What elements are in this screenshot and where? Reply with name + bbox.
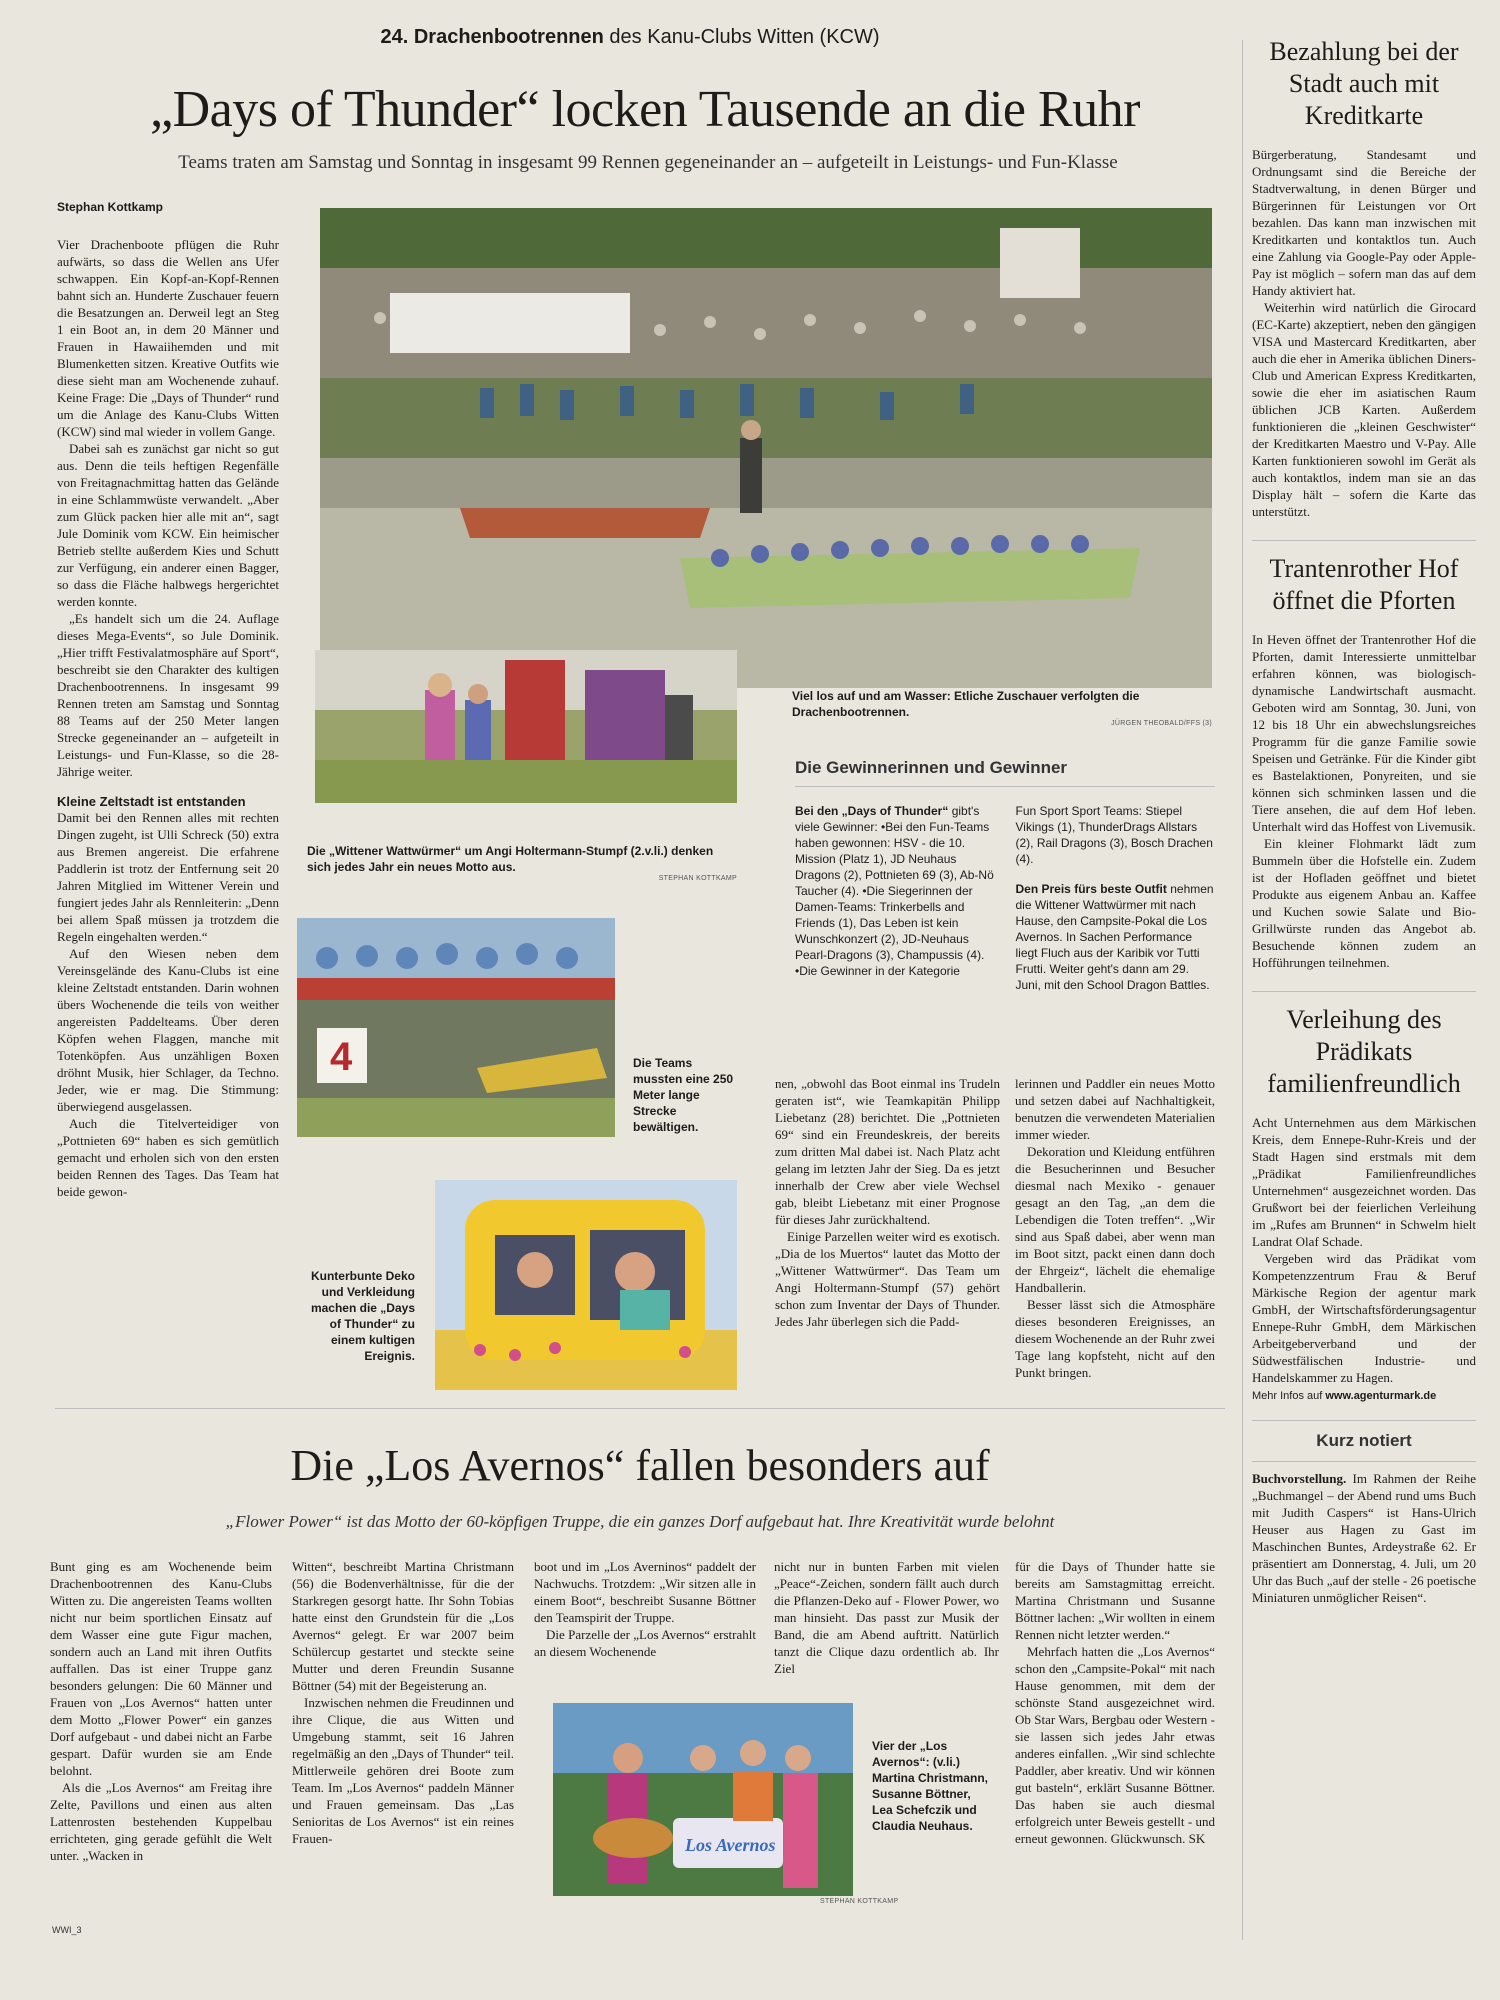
winners-col2: Fun Sport Sport Teams: Stiepel Vikings (1), ThunderDrags Allstars (2), Rail Dragons (3), Bosch Drachen (4). Den Preis fürs beste Outfit nehmen die Wittener Wattwürmer mit nach Hause, den Campsite-Pokal die Los Avernos. In Sachen Performance liegt Fluch aus der Karibik vor Tutti Frutti. Weiter geht's dann am 29. Juni, mit den School Dragon Battles. <box>1015 804 1214 992</box>
second-col2-text: Witten“, beschreibt Martina Christmann (56) die Bodenverhältnisse, für die der Starkregen gesorgt hatte. Ihr Sohn Tobias hatte einst den Grundstein für die „Los Avernos“ gelegt. Er war 2007 beim Schülercup gestartet und steckte seine Mutter und deren Freundin Susanne Böttner (54) mit der Begeisterung an. Inzwischen nehmen die Freudinnen und ihre Clique, die aus Witten und Umgebung stammt, seit 16 Jahren regelmäßig an den „Days of Thunder“ teil. Mittlerweile gehören drei Boote zum Team. Im „Los Avernos“ paddeln Männer und Frauen gemeinsam. Das „Las Senioritas de Los Avernos“ ist ein reines Frauen- <box>292 1559 514 1846</box>
avernos-caption-block <box>872 1738 992 1834</box>
second-subhead: „Flower Power“ ist das Motto der 60-köpfigen Truppe, die ein ganzes Dorf aufgebaut hat. Ihre Kreativität wurde belohnt <box>225 1512 1055 1531</box>
winners-rule <box>795 786 1215 787</box>
second-col5-text: für die Days of Thunder hatte sie bereits am Samstagmittag erreicht. Martina Christmann und Susanne Böttner lachen: „Wir wollten in einem Rennen nicht letzter werden.“ Mehrfach hatten die „Los Avernos“ schon den „Campsite-Pokal“ mit nach Hause genommen, mit dem der schönste Stand ausgezeichnet wird. Ob Star Wars, Bergbau oder Western - sie lassen sich jedes Jahr etwas anderes einfallen. „Wir sind schlechte Paddler, aber kreativ. Und wir können gut basteln“, erklärt Susanne Böttner. Das haben sie auch diesmal erfolgreich unter Beweis gestellt - und erneut gewonnen. Glückwunsch. SK <box>1015 1559 1215 1846</box>
caption-main-photo: Viel los auf und am Wasser: Etliche Zuschauer verfolgten die Drachenbootrennen. <box>792 689 1140 719</box>
sidebar-rule-4 <box>1252 1461 1476 1462</box>
avernos-sign-text: Los Avernos <box>685 1835 776 1855</box>
sidebar-divider <box>1242 40 1243 1940</box>
caption-wattwuermer: Die „Wittener Wattwürmer“ um Angi Holtermann-Stumpf (2.v.li.) denken sich jedes Jahr ein neues Motto aus. <box>307 844 714 874</box>
credit-avernos: STEPHAN KOTTKAMP <box>820 1898 899 1905</box>
second-col1-text: Bunt ging es am Wochenende beim Drachenbootrennen des Kanu-Clubs Witten zu. Die angereisten Teams wollten nicht nur beim sportlichen Einsatz auf dem Wasser eine gute Figur machen, sondern auch an Land mit ihren Outfits auffallen. Das ist einer Truppe ganz besonders gelungen: Die 60 Männer und Frauen von „Los Avernos“ hatten unter dem Motto „Flower Power“ ein ganzes Dorf aufgebaut - und dabei nicht an Farbe gespart. Dafür wurden sie am Ende belohnt. Als die „Los Avernos“ am Freitag ihre Zelte, Pavillons und einen aus alten Lattenrosten bestehenden Kuppelbau errichteten, ging gerade gefühlt die Welt unter. „Wacken in <box>50 1559 272 1863</box>
caption-avernos: Vier der „Los Avernos“: (v.li.) Martina Christmann, Susanne Böttner, Lea Schefczik und Claudia Neuhaus. <box>872 1739 989 1833</box>
sidebar-headline-kreditkarte: Bezahlung bei der Stadt auch mit Kreditkarte <box>1269 37 1459 130</box>
second-col4-text: nicht nur in bunten Farben mit vielen „Peace“-Zeichen, sondern fällt auch durch die Pflanzen-Deko auf - Flower Power, wo man hinsieht. Das passt zur Musik der Band, die am Abend auftritt. Natürlich tanzt die Clique dazu ordentlich ab. Ihr Ziel <box>774 1559 999 1676</box>
sidebar-rule-2 <box>1252 991 1476 992</box>
photo-colorful-van <box>435 1180 737 1390</box>
main-col3-text: nen, „obwohl das Boot einmal ins Trudeln geraten ist“, wie Teamkapitän Philipp Liebetanz (28) berichtet. Die „Pottnieten 69“ sind ein Freundeskreis, der bereits zum dritten Mal dabei ist. Nach Platz acht gelang im letzten Jahr der Sieg. Da es jetzt innerhalb der Crew aber viele Wechsel gab, bleibt Liebetanz mit einer Prognose für dieses Jahr zurückhaltend. Einige Parzellen weiter wird es exotisch. „Dia de los Muertos“ lautet das Motto der „Wittener Wattwürmer“. Das Team um Angi Holtermann-Stumpf (57) gehört schon zum Inventar der Days of Thunder. Jedes Jahr überlegen sich die Padd- <box>775 1076 1000 1329</box>
sidebar-headline-trantenrother: Trantenrother Hof öffnet die Pforten <box>1269 554 1459 615</box>
caption-deko: Kunterbunte Deko und Verkleidung machen die „Days of Thunder“ zu einem kultigen Ereignis. <box>310 1269 415 1363</box>
boat-number-text: 4 <box>330 1035 353 1079</box>
winners-box <box>795 758 1215 993</box>
page-code: WWI_3 <box>52 1925 82 1935</box>
photo-dragon-boat-race <box>320 208 1212 688</box>
main-headline: „Days of Thunder“ locken Tausende an die Ruhr <box>150 81 1140 138</box>
main-col4-text: lerinnen und Paddler ein neues Motto und setzen dabei auf Nachhaltigkeit, benutzen die verwendeten Materialien immer wieder. Dekoration und Kleidung entführen die Besucherinnen und Besucher diesmal nach Mexiko - genauer gesagt an den Tag, „an dem die Lebendigen die Toten treffen“. „Wir sind aus Spaß dabei, aber wenn man im Boot sitzt, packt einen dann doch der Ehrgeiz“, lächelt die ehemalige Handballerin. Besser lässt sich die Atmosphäre dieses besonderen Ereignisses, an diesem Wochenende an der Ruhr zwei Tage lang kopfsteht, nicht auf den Punkt bringen. <box>1015 1076 1215 1380</box>
main-col1-text: Vier Drachenboote pflügen die Ruhr aufwärts, so dass die Wellen ans Ufer schwappen. Ein Kopf-an-Kopf-Rennen bahnt sich an. Hunderte Zuschauer feuern die Besatzungen an. Derweil legt an Steg 1 ein Boot an, in dem 20 Männer und Frauen in Hawaiihemden und mit Blumenketten sitzen. Kreative Outfits wie diese sieht man am Wochenende zuhauf. Keine Frage: Die „Days of Thunder“ rund um die Anlage des Kanu-Clubs Witten (KCW) sind mal wieder in vollem Gange. Dabei sah es zunächst gar nicht so gut aus. Denn die teils heftigen Regenfälle von Freitagnachmittag hatten das Gelände in eine Schlammwüste verwandelt. „Aber zum Glück packen hier alle mit an“, sagt Jule Dominik vom KCW. Ein heimischer Betrieb stellte außerdem Kies und Schutt zur Verfügung, ein anderer einen Bagger, so dass die Fläche halbwegs hergerichtet werden konnte. „Es handelt sich um die 24. Auflage dieses Mega-Events“, so Jule Dominik. „Hier trifft Festivalatmosphäre auf Sport“, beschreibt sie den Charakter des kultigen Drachenbootrennens. In insgesamt 99 Rennen treten am Samstag und Sonntag 88 Teams auf der 250 Meter langen Strecke gegeneinander an – aufgeteilt in Leistungs- und Fun-Klasse, so die 28-Jährige weiter. <box>57 237 279 779</box>
author: Stephan Kottkamp <box>57 200 164 214</box>
sidebar-rule-1 <box>1252 540 1476 541</box>
credit-wattwuermer: STEPHAN KOTTKAMP <box>658 875 737 882</box>
winners-col1: Bei den „Days of Thunder“ gibt's viele Gewinner: •Bei den Fun-Teams haben gewonnen: HSV - die 10. Mission (Platz 1), JD Neuhaus Dragons (2), Pottnieten 69 (3), Ab-Nö Taucher (4). •Die Siegerinnen der Damen-Teams: Trinkerbells and Friends (1), Das Leben ist kein Wunschkonzert (2), JD-Neuhaus Pearl-Dragons (3), Champussis (4). •Die Gewinner in der Kategorie <box>795 804 994 978</box>
kurz-notiert-text: Buchvorstellung. Im Rahmen der Reihe „Buchmangel – der Abend rund ums Buch mit Judith Caspers“ ist Hans-Ulrich Heuser aus Hagen zu Gast im Maschinchen Buntes, Ardeystraße 62. Er präsentiert am Donnerstag, 4. Juli, um 20 Uhr das Buch „auf der stelle - 26 poetische Miniaturen unmöglicher Reisen“. <box>1252 1471 1476 1605</box>
sidebar-more-info: Mehr Infos auf www.agenturmark.de <box>1252 1390 1437 1402</box>
main-col1b-text: Damit bei den Rennen alles mit rechten Dingen zugeht, ist Ulli Schreck (50) extra aus Bremen angereist. Die erfahrene Paddlerin ist trotz der Entfernung seit 20 Jahren Mitglied im Wittener Verein und fungiert jedes Jahr als Rennleiterin: „Denn bei allem Spaß müssen ja trotzdem die Regeln eingehalten werden.“ Auf den Wiesen neben dem Vereinsgelände des Kanu-Clubs ist eine kleine Zeltstadt entstanden. Darin wohnen übers Wochenende die teils von weither angereisten Paddelteams. Über deren Köpfen wehen Flaggen, manche mit Totenköpfen. Aus unzähligen Boxen dröhnt Musik, hier Schlager, da Techno. Jeder, wie er mag. Die Stimmung: überwiegend ausgelassen. Auch die Titelverteidiger von „Pottnieten 69“ haben es sich gemütlich gemacht und erholen sich von den ersten beiden Rennen des Tages. Das Team hat beide gewon- <box>57 810 280 1199</box>
subheading-zeltstadt: Kleine Zeltstadt ist entstanden <box>57 794 246 809</box>
wattwuermer-caption-block <box>307 843 737 882</box>
photo-los-avernos <box>553 1703 853 1896</box>
winners-heading: Die Gewinnerinnen und Gewinner <box>795 758 1068 777</box>
sidebar-text-kreditkarte: Bürgerberatung, Standesamt und Ordnungsamt sind die Bereiche der Stadtverwaltung, in denen Bürger und Bürgerinnen für Leistungen vor Ort bezahlen. Das kann man inzwischen mit Kreditkarten und kontaktlos tun. Auch eine Zahlung via Google-Pay oder Apple-Pay ist möglich – sofern man das auf dem Handy aktiviert hat. Weiterhin wird natürlich die Girocard (EC-Karte) akzeptiert, neben den gängigen VISA und Mastercard Kreditkarten, aber auch die eher in Amerika üblichen Diners-Club und American Express Kreditkarten, sowie die eher im asiatischen Raum üblichen JCB Karten. Außerdem funktionieren die „kleinen Geschwister“ der Kreditkarten Maestro und V-Pay. Alle Karten funktionieren sowohl im Gerät als auch kontaktlos, indem man sie an das Display hält – sofern die Karte das unterstützt. <box>1252 147 1476 519</box>
main-photo-caption-block <box>792 688 1212 727</box>
photo-teams-boat <box>297 918 615 1137</box>
sidebar <box>1252 36 1476 1606</box>
sidebar-headline-praedikat: Verleihung des Prädikats familienfreundlich <box>1267 1005 1461 1098</box>
caption-teams: Die Teams mussten eine 250 Meter lange Strecke bewältigen. <box>633 1056 734 1134</box>
kicker: 24. Drachenbootrennen des Kanu-Clubs Witten (KCW) <box>380 26 880 48</box>
kurz-notiert-heading: Kurz notiert <box>1316 1431 1412 1450</box>
sidebar-text-trantenrother: In Heven öffnet der Trantenrother Hof die Pforten, damit Interessierte unmittelbar erfahren können, was biologisch-dynamische Landwirtschaft ausmacht. Geboten wird am Sonntag, 30. Juni, von 12 bis 18 Uhr ein abwechslungsreiches Programm für die ganze Familie sowie Speisen und Getränke. Für die Kinder gibt es Bastelaktionen, Ponyreiten, und sie können sich schminken lassen und die Tiere ansehen, die auf dem Hof leben. Unterhalt wird das Hoffest von Livemusik. Ein kleiner Flohmarkt lädt zum Bummeln über die Hofstelle ein. Zudem ist der Hofladen geöffnet und bietet Produkte aus eigenem Anbau an. Kaffee und Kuchen sowie Salate und Bio-Grillwürste runden das Angebot ab. Besuchende können zudem an Hofführungen teilnehmen. <box>1252 632 1476 970</box>
main-subhead: Teams traten am Samstag und Sonntag in insgesamt 99 Rennen gegeneinander an – aufgeteilt in Leistungs- und Fun-Klasse <box>178 152 1118 173</box>
main-column-1 <box>57 200 279 1200</box>
sidebar-text-praedikat: Acht Unternehmen aus dem Märkischen Kreis, dem Ennepe-Ruhr-Kreis und der Stadt Hagen sind erstmals mit dem „Prädikat Familienfreundliches Unternehmen“ ausgezeichnet worden. Das Grußwort bei der feierlichen Verleihung im „Rufes am Brunnen“ in Schwelm hielt Landrat Olaf Schade. Vergeben wird das Prädikat vom Kompetenzzentrum Frau & Beruf Märkische Region der agentur mark GmbH, der Wirtschaftsförderungsagentur Ennepe-Ruhr GmbH, dem Märkischen Arbeitgeberverband und der Südwestfälischen Industrie- und Handelskammer zu Hagen. <box>1252 1115 1476 1385</box>
second-col3-text: boot und im „Los Averninos“ paddelt der Nachwuchs. Trotzdem: „Wir sitzen alle in einem Boot“, beschreibt Susanne Böttner den Teamspirit der Truppe. Die Parzelle der „Los Avernos“ erstrahlt an diesem Wochenende <box>534 1559 756 1659</box>
second-headline: Die „Los Avernos“ fallen besonders auf <box>290 1441 990 1490</box>
article-divider <box>55 1408 1225 1409</box>
photo-wittener-wattwuermer <box>315 650 737 803</box>
agenturmark-link[interactable]: www.agenturmark.de <box>1325 1390 1437 1402</box>
credit-main-photo: JÜRGEN THEOBALD/FFS (3) <box>1111 720 1212 727</box>
sidebar-rule-3 <box>1252 1420 1476 1421</box>
